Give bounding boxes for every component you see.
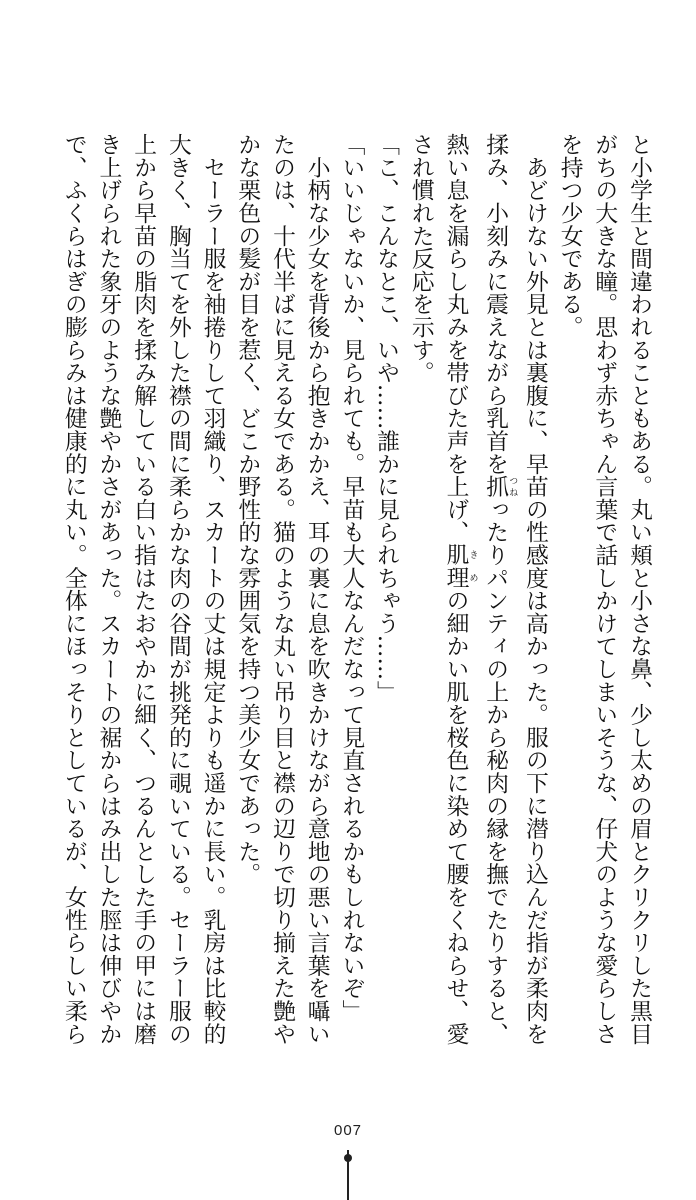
page-number: 007: [333, 1122, 363, 1139]
ruby-annotation: [442, 543, 478, 590]
text-line: 「こ、こんなとこ、いや……誰かに見られちゃう……」: [373, 133, 400, 703]
text-line: セーラー服を袖捲りして羽織り、スカートの丈は規定よりも遥かに長い。乳房は比較的: [199, 133, 226, 1045]
page-marker-line: [347, 1150, 349, 1200]
ruby-text: きめ: [467, 543, 478, 589]
text-line: を持つ少女である。: [556, 133, 583, 339]
ruby-base: 肌理: [442, 543, 469, 590]
text-line: き上げられた象牙のような艶やかさがあった。スカートの裾からはみ出した脛は伸びやか: [95, 133, 122, 1045]
body-text: [56, 133, 656, 1063]
text-line: あどけない外見とは裏腹に、早苗の性感度は高かった。服の下に潜り込んだ指が柔肉を: [521, 133, 548, 1045]
text-line: [477, 133, 517, 1063]
text-line: で、ふくらはぎの膨らみは健康的に丸い。全体にほっそりとしているが、女性らしい柔ら: [60, 133, 87, 1045]
text-line: 「いいじゃないか、見られても。早苗も大人なんだなって見直されるかもしれないぞ」: [338, 133, 365, 1023]
text-line: と小学生と間違われることもある。丸い頬と小さな鼻、少し太めの眉とクリクリした黒目: [626, 133, 652, 1045]
ruby-text: つね: [507, 475, 518, 498]
text-line: かな栗色の髪が目を惹く、どこか野性的な雰囲気を持つ美少女であった。: [234, 133, 261, 886]
text-line: 上から早苗の脂肉を揉み解している白い指はたおやかに細く、つるんとした手の甲には磨: [130, 133, 157, 1045]
text-line: [438, 133, 478, 1063]
text-line: たのは、十代半ばに見える女である。猫のような丸い吊り目と襟の辺りで切り揃えた艶や: [268, 133, 295, 1045]
text-line: 大きく、胸当てを外した襟の間に柔らかな肉の谷間が挑発的に覗いている。セーラー服の: [164, 133, 191, 1045]
text-segment: の細かい肌を桜色に染めて腰をくねらせ、愛: [442, 589, 469, 1046]
ruby-base: 抓: [482, 475, 509, 498]
text-segment: 熱い息を漏らし丸みを帯びた声を上げ、: [442, 133, 469, 544]
text-segment: ったりパンティの上から秘肉の縁を撫でたりすると、: [482, 497, 509, 1046]
ruby-annotation: [482, 475, 518, 498]
text-segment: 揉み、小刻みに震えながら乳首を: [482, 133, 509, 475]
text-line: がちの大きな瞳。思わず赤ちゃん言葉で話しかけてしまいそうな、仔犬のような愛らしさ: [591, 133, 618, 1045]
text-line: 小柄な少女を背後から抱きかかえ、耳の裏に息を吹きかけながら意地の悪い言葉を囁い: [303, 133, 330, 1045]
text-line: され慣れた反応を示す。: [407, 133, 434, 384]
